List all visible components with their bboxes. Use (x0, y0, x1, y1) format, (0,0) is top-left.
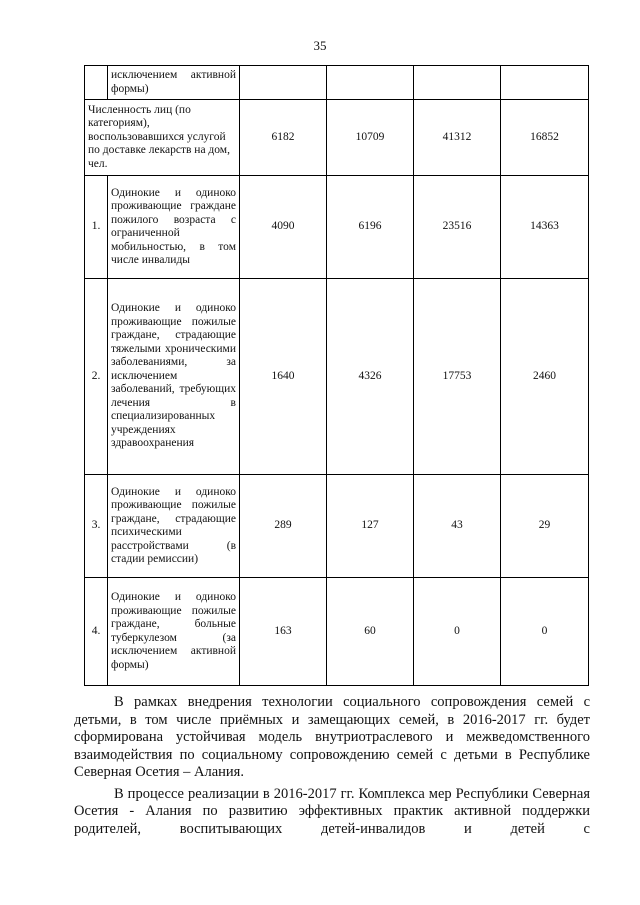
table-row (85, 578, 589, 686)
value-cell: 163 (240, 578, 327, 686)
value-cell: 0 (501, 578, 589, 686)
value-cell: 2460 (501, 279, 589, 475)
value-cell: 6182 (240, 100, 327, 176)
value-cell: 43 (414, 475, 501, 578)
value-cell: 41312 (414, 100, 501, 176)
value-cell: 6196 (327, 176, 414, 279)
table-row-summary (85, 100, 589, 176)
value-cell: 1640 (240, 279, 327, 475)
row-number: 1. (85, 176, 108, 279)
value-cell: 29 (501, 475, 589, 578)
value-cell: 0 (414, 578, 501, 686)
statistics-table (84, 65, 589, 686)
row-number: 3. (85, 475, 108, 578)
value-cell: 17753 (414, 279, 501, 475)
cell-label: исключением активной формы) (108, 66, 240, 100)
table-row-continuation (85, 66, 589, 100)
row-number: 4. (85, 578, 108, 686)
value-cell: 60 (327, 578, 414, 686)
table-row (85, 279, 589, 475)
row-label: Одинокие и одиноко проживающие пожилые граждане, страдающие психическими расстройствами (в стадии ремиссии) (108, 475, 240, 578)
table-row (85, 475, 589, 578)
body-text (74, 694, 590, 842)
value-cell: 14363 (501, 176, 589, 279)
row-label: Одинокие и одиноко проживающие граждане пожилого возраста с ограниченной мобильностью, в том числе инвалиды (108, 176, 240, 279)
value-cell: 289 (240, 475, 327, 578)
value-cell: 10709 (327, 100, 414, 176)
page-number: 35 (313, 38, 327, 53)
row-number: 2. (85, 279, 108, 475)
cell-num (85, 66, 108, 100)
paragraph: В процессе реализации в 2016-2017 гг. Комплекса мер Республики Северная Осетия - Алания по развитию эффективных практик активной поддержки родителей, воспитывающих детей-инвалидов и детей с (74, 785, 590, 837)
summary-label: Численность лиц (по категориям), воспользовавшихся услугой по доставке лекарств на дом, чел. (85, 100, 240, 176)
row-label: Одинокие и одиноко проживающие пожилые граждане, больные туберкулезом (за исключением активной формы) (108, 578, 240, 686)
value-cell: 16852 (501, 100, 589, 176)
paragraph: В рамках внедрения технологии социального сопровождения семей с детьми, в том числе приёмных и замещающих семей, в 2016-2017 гг. будет сформирована устойчивая модель внутриотраслевого и межведомственного взаимодействия по социальному сопровождению семей с детьми в Республике Северная Осетия – Алания. (74, 694, 590, 780)
table-row (85, 176, 589, 279)
value-cell: 23516 (414, 176, 501, 279)
value-cell: 4326 (327, 279, 414, 475)
row-label: Одинокие и одиноко проживающие пожилые граждане, страдающие тяжелыми хроническими заболеваниями, за исключением заболеваний, требующих лечения в специализированных учреждениях здравоохранения (108, 279, 240, 475)
value-cell: 4090 (240, 176, 327, 279)
value-cell: 127 (327, 475, 414, 578)
